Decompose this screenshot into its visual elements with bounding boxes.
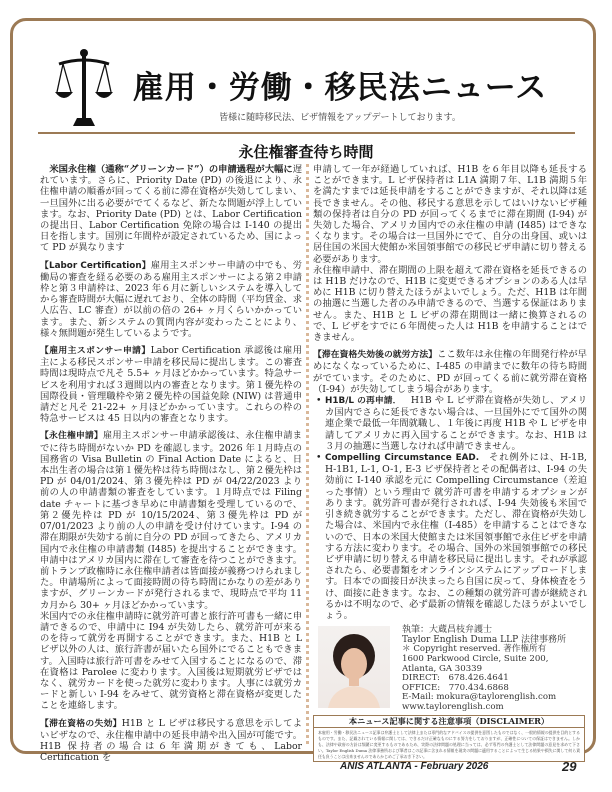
employer-sponsor-paragraph: 【雇用主スポンサー申請】Labor Certification 承認後は雇用主による移民スポンサー申請を移民局に提出します。この審査時間は現時点で凡そ 5.5+ ヶ月ほどかかっています。特急サービスを利用すれば３週間以内の審査となります。第１優先枠の国際役員・管理職枠や第２優先枠の国益免除 (NIW) は普通申請だと凡そ 21-22+ ヶ月ほどかかっています。これらの枠の特急サービスは 45 日以内の審査となります。 xyxy=(40,345,302,425)
author-section xyxy=(313,626,587,712)
website[interactable]: www.taylorenglish.com xyxy=(402,701,504,712)
address-line-1: 1600 Parkwood Circle, Suite 200, xyxy=(402,653,549,664)
column-divider xyxy=(306,164,309,744)
scales-of-justice-icon xyxy=(55,48,113,128)
direct-phone: DIRECT: 678.426.4641 xyxy=(402,673,509,684)
publication-footer: ANIS ATLANTA - February 2026 xyxy=(340,761,489,772)
author-info xyxy=(402,626,566,712)
work-after-lapse-paragraph: 【滞在資格失効後の就労方法】ここ数年は永住権の年間発行枠が早めになくなっているために、I-485 の申請までに数年の待ち時間がでています。そのために、PD が回ってくる前に就労滞在資格（I-94）が失効してしまう場合があります。 xyxy=(313,349,587,395)
page-subtitle: 皆様に随時移民法、ビザ情報をアップデートしております。 xyxy=(219,113,461,123)
address-line-2: Atlanta, GA 30339 xyxy=(402,663,483,674)
green-card-paragraph-2: 米国内での永住権申請時に就労許可書と旅行許可書も一緒に申請できるので、申請中に I94 が失効したら、就労許可が来るのを待って就労を再開することができます。また、H1B と L ビザ以外の人は、旅行許書が届いたら国外にでることもできます。入国時は旅行許可書をみせて入国することになるので、滞在資格は Parolee に変わります。入国後は短期就労ビザではなく、就労カードを使った就労に変わります。人事には就労カードと新しい I-94 をみせて、就労資格と滞在資格が変更したことを連絡します。 xyxy=(40,610,302,712)
labor-certification-paragraph: 【Labor Certification】雇用主スポンサー申請の中でも、労働局の審査を経る必要のある雇用主スポンサーによる第２申請枠と第３申請枠は、2023 年６月に新しいシステムを導入してから審査時間が大幅に遅れており、全体の時間（平均賃金、求人広告、LC 審査）が以前の倍の 26+ ヶ月くらいかかっています。また、新システムの質問内容が変わったことにより、様々無問題が発生しているようです。 xyxy=(40,259,302,339)
disclaimer-title: 本ニュース記事に関する注意事項（DISCLAIMER） xyxy=(314,716,584,728)
list-item: • Compelling Circumstance EAD. それ例外には、H-1B, H-1B1, L-1, O-1, E-3 ビザ保持者とその配偶者は、I-94 の失効前に I-140 承認を元に Compelling Circumstance（差迫った事情）という理由で 就労許可書を申請するオプションがあります。就労許可書が発行されれば、I-94 失効後も米国で引き続き就労することができます。ただし、滞在資格が失効した場合は、米国内で永住権（I-485）を申請することはできないので、日本の米国大使館または米国領事館で永住ビザを申請する方法に変わります。その場合、国外の米国領事館での移民ビザ申請に切り替える申請を移民局に提出します。それが承認されたら、必要書類をオンラインシステムにアップロードします。日本での面接日が決まったら自国に戻って、身体検査をうけ、面接に赴きます。なお、この種類の就労許可書が継続されるかは不明なので、必ず最新の情報を確認したほうがよいでしょう。 xyxy=(325,452,587,621)
author-byline: 執筆：大蔵昌枝弁護士 xyxy=(402,625,493,636)
page-number: 29 xyxy=(562,759,577,774)
right-column-text xyxy=(313,164,587,621)
right-column xyxy=(313,164,587,762)
status-lapse-paragraph: 【滞在資格の失効】H1B と L ビザは移民する意思を示してよいビザなので、永住権申請中の延長申請や出入国が可能です。H1B 保持者の場合は６年満期がきても、Labor Certification を xyxy=(40,717,302,764)
options-list xyxy=(313,395,587,621)
copyright: ＊ Copyright reserved. 著作権所有 xyxy=(402,644,547,655)
office-phone: OFFICE: 770.434.6868 xyxy=(402,682,509,693)
green-card-paragraph: 【永住権申請】雇用主スポンサー申請承認後は、永住権申請までに待ち時間がないか PD を確認します。2026 年１月時点の国務省の Visa Bulletin の Final Action Date によると、日本出生者の場合は第１優先枠は待ち時間はなし、第２優先枠は PD が 04/01/2024、第３優先枠は PD が 04/22/2023 より前の人の申請書類の審査をしています。１月時点では Filing date チャートに基づき早めに申請書類を受理しているので、第２優先枠は PD が 10/15/2024、第３優先枠は PD が 07/01/2023 より前の人の申請を受け付けています。I-94 の滞在期限が失効する前に自分の PD が回ってきたら、アメリカ国内で永住権の申請書類 (I485) を提出することができます。申請中はアメリカ国内に滞在して審査を待つことができます。前トランプ政権時に永住権申請者は皆面接が義務つけられました。申請場所によって面接時間の待ち時間にかなりの差がありますが、グリーンカードが発行されるまで、現時点で平均 11 カ月から 30+ ヶ月ほどかかっています。 xyxy=(40,430,302,611)
left-column xyxy=(40,164,302,763)
disclaimer-body: 本雇用・労働・移民法ニュース記事は弁護士として法律上または専門的なアドバイスの提供を意図したものではなく、一般的情報の提供を目的とするものです。また、記載されている情報に関しては、できるだけ正確なものにする努力をしておりますが、正確性についての保証はできません。しかも、法律や政府の方針は頻繁に変更するものであるため、実際の法律問題の処理に当っては、必ず専門の弁護士として法律問題の意見を求めて下さい。Taylor English Duma 法律事務所および筆者はこの記事に含まれる情報を現実の問題に適用することによって生じる結果や損失に関して何ら責任も負うことは出来ませんのであらかじめご了承おき下さい。 xyxy=(318,730,580,759)
header-rule xyxy=(38,132,575,134)
section-title: 永住権審査待ち時間 xyxy=(238,143,374,161)
intro-paragraph: 米国永住権（通称“グリーンカード”）の申請過程が大幅に遅れています。さらに、Priority Date (PD) の後退により、永住権申請の順番が回ってくる前に滞在資格が失効してしまい、一旦国外に出る必要がでてくるなど、新たな問題が浮上しています。なお、Priority Date (PD) とは、Labor Certification の提出日、Labor Certification 免除の場合は I-140 の提出日を指します。国別に年間枠が設定されているため、国によって PD が異なります xyxy=(40,164,302,254)
email[interactable]: E-Mail: mokura@taylorenglish.com xyxy=(402,692,557,703)
disclaimer-box xyxy=(313,715,585,762)
status-lapse-continued: 申請して一年が経過していれば、H1B を６年目以降も延長することができます。L ビザ保持者は L1A 満期７年、L1B 満期５年を満たすまでは延長申請をすることができますが、それ以降は延長できません。その他、移民する意思を示してはいけないビザ種類の保持者は自分の PD が回ってくるまでに滞在期間 (I-94) が失効した場合、アメリカ国内での永住権の申請 (I485) はできなくなります。その場合は一旦国外にでて、自分の出身国、或いは居住国の米国大使館か米国領事館での移民ビザ申請に切り替える必要があります。 xyxy=(313,164,587,265)
author-photo xyxy=(318,626,390,708)
h1b-paragraph: 永住権申請中、滞在期間の上限を超えて滞在資格を延長できるのは H1B だけなので、H1B に変更できるオプションのある人は早めに H1B に切り替えたほうがよいでしょう。ただ、H1B は年間の抽選に当選した者のみ申請できるので、当選する保証はありません。また、H1B と L ビザの滞在期間は一緒に換算されるので、L ビザをすでに６年間使った人は H1B を申請することはできません。 xyxy=(313,264,587,344)
list-item: • H1B/L の再申請． H1B や L ビザ滞在資格が失効し、アメリカ国内でさらに延長できない場合は、一旦国外にでて国外の関連企業で最低一年間就職し、１年後に再度 H1B や L ビザを申請してアメリカに再入国することができます。なお、H1B は３月の抽選に当選しなければ申請できません。 xyxy=(325,395,587,452)
law-firm: Taylor English Duma LLP 法律事務所 xyxy=(402,634,567,645)
page-title: 雇用・労働・移民法ニュース xyxy=(132,70,548,106)
